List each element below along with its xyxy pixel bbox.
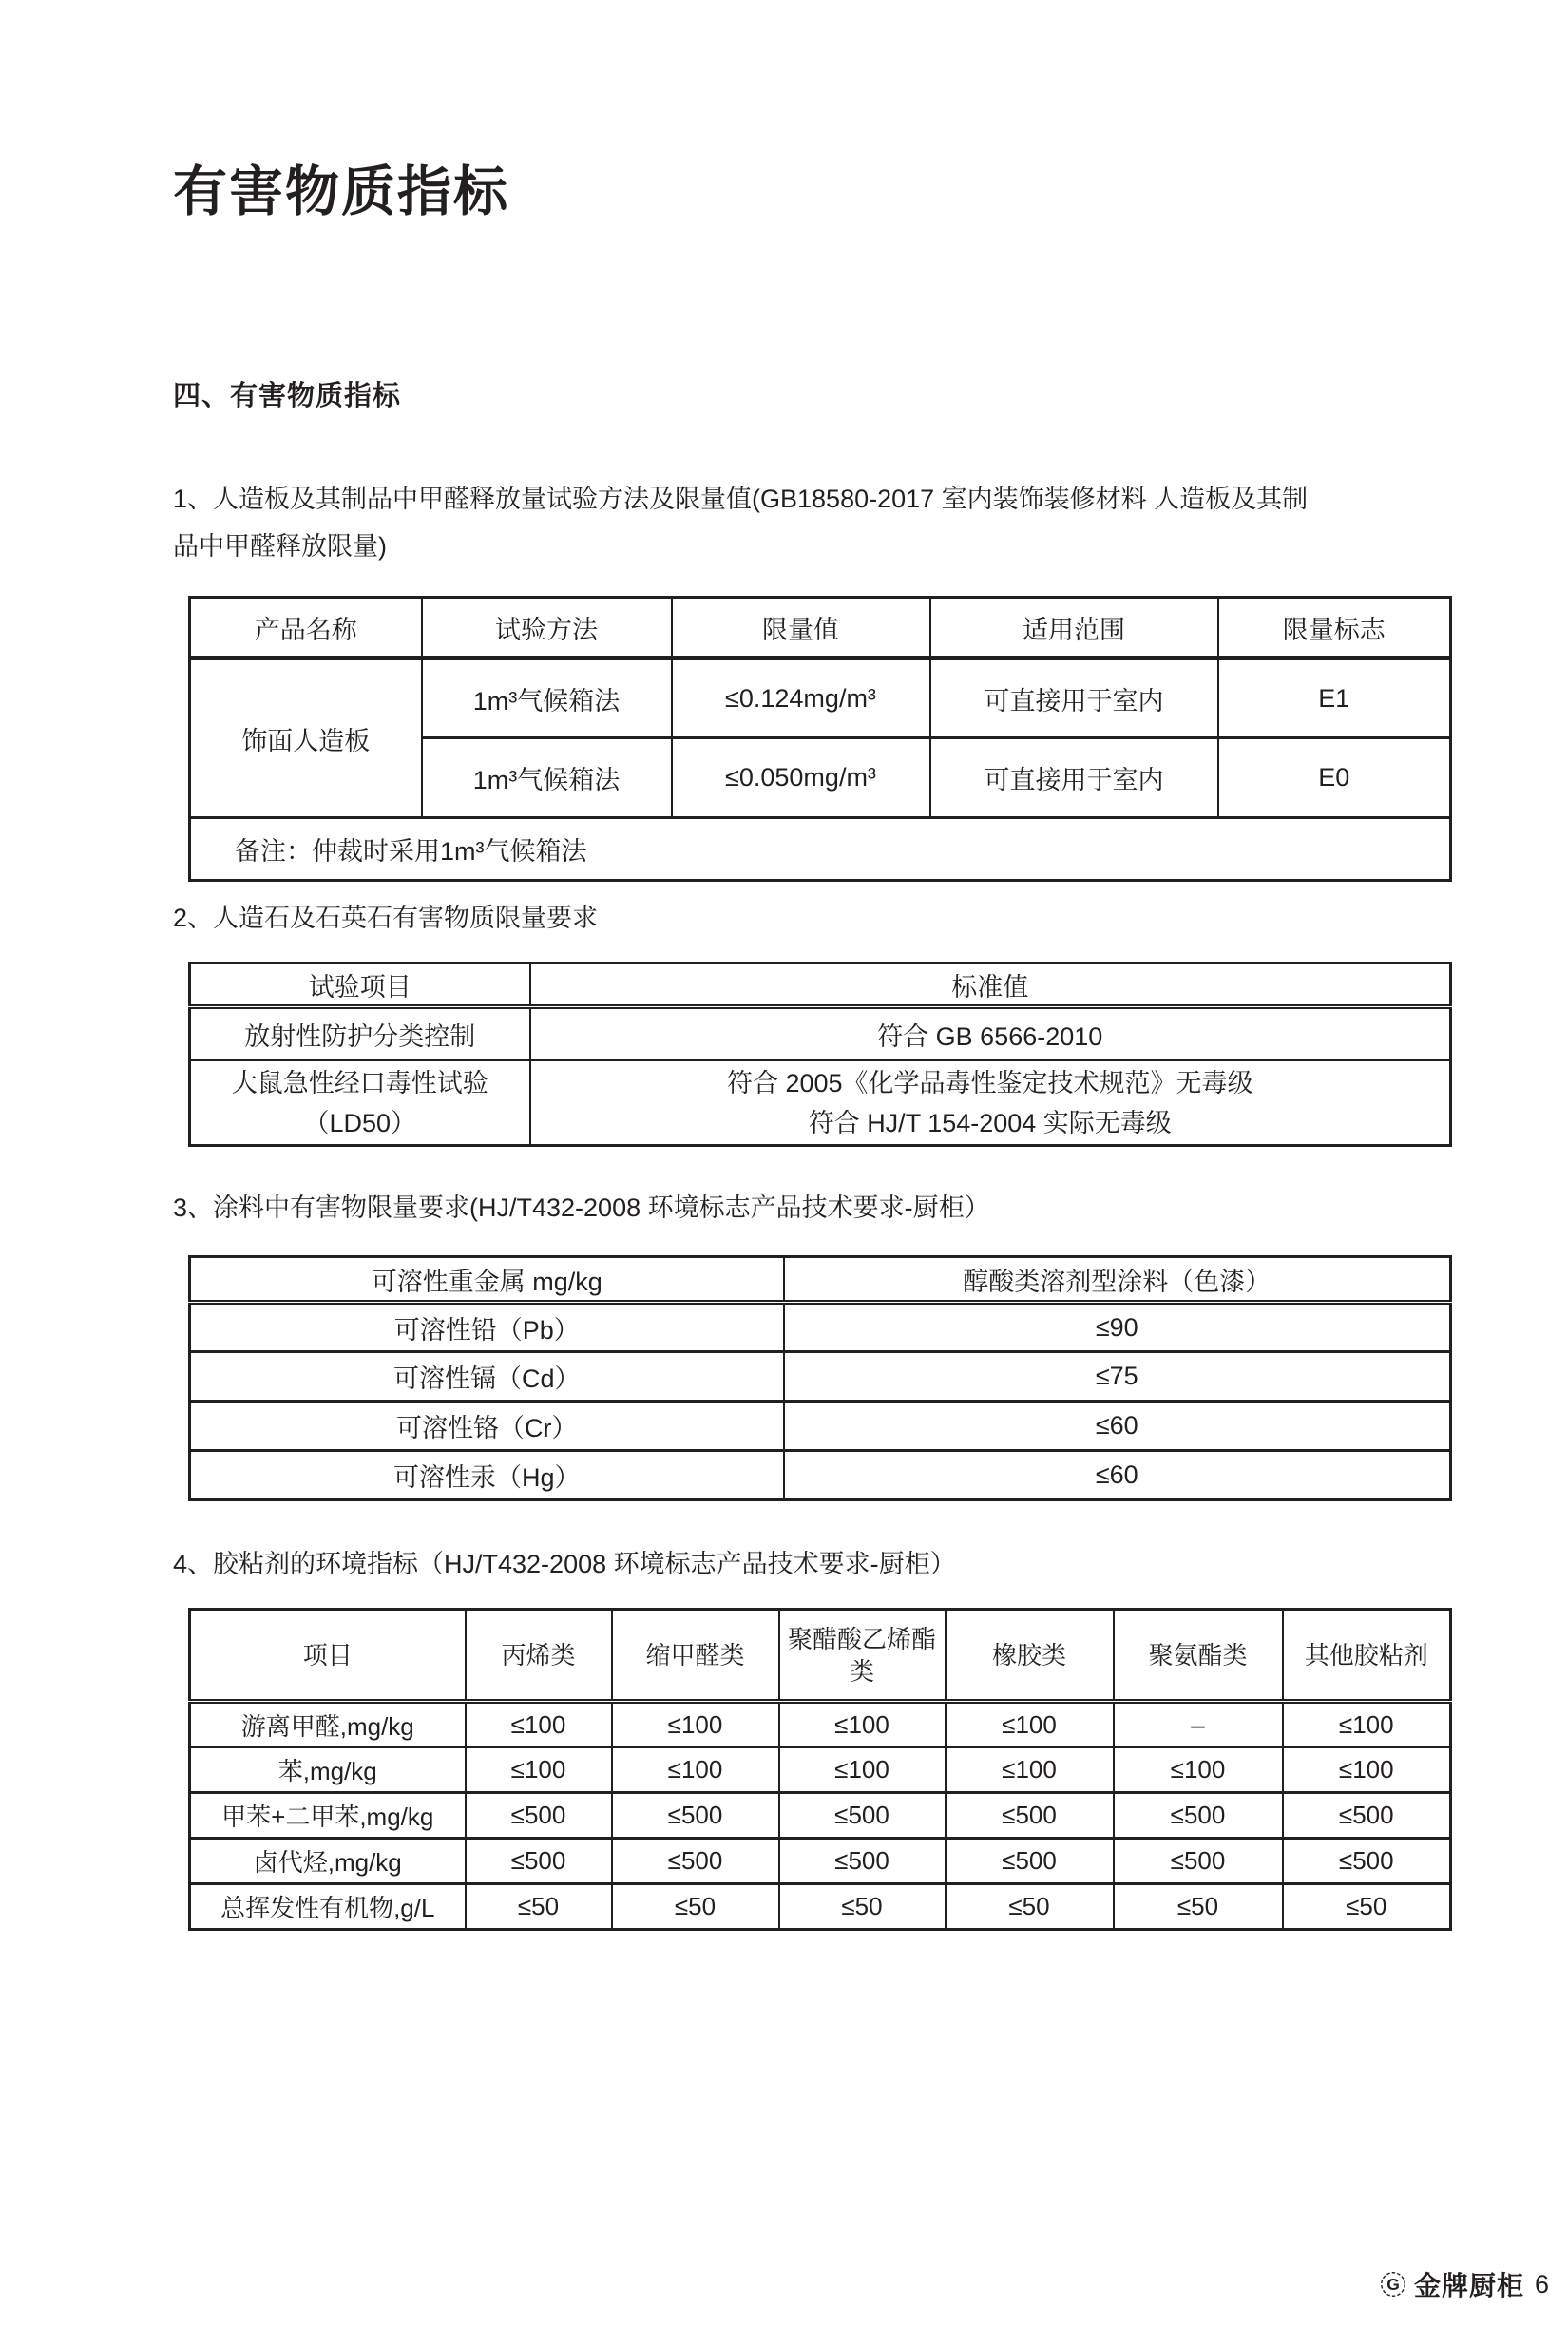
svg-text:G: G bbox=[1386, 2275, 1400, 2295]
main-section-heading: 四、有害物质指标 bbox=[173, 381, 402, 411]
cell-line: 符合 HJ/T 154-2004 实际无毒级 bbox=[808, 1108, 1172, 1137]
data-cell: 放射性防护分类控制 bbox=[190, 1007, 530, 1060]
data-cell: ≤500 bbox=[1114, 1793, 1283, 1839]
data-cell: 可直接用于室内 bbox=[930, 658, 1218, 738]
row-label-cell: 卤代烃,mg/kg bbox=[190, 1839, 466, 1884]
footer-brand: 金牌厨柜 bbox=[1414, 2271, 1525, 2300]
data-cell: ≤500 bbox=[466, 1793, 612, 1839]
data-cell: ≤50 bbox=[946, 1884, 1114, 1930]
data-cell: 可溶性铅（Pb） bbox=[190, 1303, 784, 1352]
header-cell-standard: 标准值 bbox=[530, 964, 1451, 1007]
data-cell: ≤100 bbox=[1283, 1747, 1451, 1793]
block4-heading: 4、胶粘剂的环境指标（HJ/T432-2008 环境标志产品技术要求-厨柜） bbox=[173, 1550, 956, 1578]
data-cell: ≤100 bbox=[612, 1747, 779, 1793]
table-row bbox=[190, 1402, 1451, 1451]
data-cell: 可溶性汞（Hg） bbox=[190, 1451, 784, 1500]
cell-line: （LD50） bbox=[303, 1108, 417, 1137]
table-row bbox=[190, 1352, 1451, 1402]
block3-heading: 3、涂料中有害物限量要求(HJ/T432-2008 环境标志产品技术要求-厨柜） bbox=[173, 1193, 990, 1222]
data-cell: ≤100 bbox=[1114, 1747, 1283, 1793]
row-label-cell: 苯,mg/kg bbox=[190, 1747, 466, 1793]
data-cell: ≤50 bbox=[612, 1884, 779, 1930]
header-cell-method: 试验方法 bbox=[422, 598, 672, 658]
row-label-cell: 总挥发性有机物,g/L bbox=[190, 1884, 466, 1930]
data-cell: ≤500 bbox=[946, 1793, 1114, 1839]
data-cell: ≤60 bbox=[784, 1402, 1451, 1451]
header-cell: 橡胶类 bbox=[946, 1610, 1114, 1702]
table-row bbox=[190, 1793, 1451, 1839]
data-cell: ≤100 bbox=[779, 1747, 946, 1793]
data-cell: ≤60 bbox=[784, 1451, 1451, 1500]
data-cell: ≤500 bbox=[779, 1839, 946, 1884]
block2-heading: 2、人造石及石英石有害物质限量要求 bbox=[173, 904, 599, 932]
table-header-row bbox=[190, 1610, 1451, 1702]
data-cell: E1 bbox=[1218, 658, 1451, 738]
data-cell bbox=[190, 1060, 530, 1146]
data-cell: 可溶性镉（Cd） bbox=[190, 1352, 784, 1402]
header-cell-paint: 醇酸类溶剂型涂料（色漆） bbox=[784, 1257, 1451, 1303]
header-cell-product: 产品名称 bbox=[190, 598, 422, 658]
data-cell bbox=[530, 1060, 1451, 1146]
data-cell: ≤500 bbox=[612, 1839, 779, 1884]
header-cell: 聚氨酯类 bbox=[1114, 1610, 1283, 1702]
data-cell: ≤0.124mg/m³ bbox=[672, 658, 930, 738]
data-cell: 可直接用于室内 bbox=[930, 738, 1218, 818]
header-cell-mark: 限量标志 bbox=[1218, 598, 1451, 658]
page-number: 6 bbox=[1535, 2269, 1550, 2299]
data-cell: ≤100 bbox=[466, 1702, 612, 1747]
table-row bbox=[190, 1839, 1451, 1884]
cell-line: 大鼠急性经口毒性试验 bbox=[231, 1068, 488, 1097]
header-cell: 其他胶粘剂 bbox=[1283, 1610, 1451, 1702]
brand-logo-g-icon bbox=[1380, 2271, 1406, 2298]
data-cell: ≤500 bbox=[466, 1839, 612, 1884]
data-cell: ≤100 bbox=[946, 1747, 1114, 1793]
adhesive-limit-table bbox=[188, 1608, 1452, 1931]
product-name-cell: 饰面人造板 bbox=[190, 658, 422, 818]
header-cell-scope: 适用范围 bbox=[930, 598, 1218, 658]
header-cell: 项目 bbox=[190, 1610, 466, 1702]
data-cell: ≤50 bbox=[466, 1884, 612, 1930]
data-cell: ≤75 bbox=[784, 1352, 1451, 1402]
data-cell: ≤500 bbox=[779, 1793, 946, 1839]
header-cell-item: 试验项目 bbox=[190, 964, 530, 1007]
data-cell: ≤100 bbox=[466, 1747, 612, 1793]
data-cell: ≤500 bbox=[1283, 1839, 1451, 1884]
table-row bbox=[190, 1451, 1451, 1500]
header-cell: 缩甲醛类 bbox=[612, 1610, 779, 1702]
table-row bbox=[190, 1702, 1451, 1747]
data-cell: ≤100 bbox=[612, 1702, 779, 1747]
data-cell: ≤50 bbox=[1283, 1884, 1451, 1930]
table-header-row bbox=[190, 964, 1451, 1007]
data-cell: ≤500 bbox=[946, 1839, 1114, 1884]
data-cell: ≤100 bbox=[946, 1702, 1114, 1747]
data-cell: – bbox=[1114, 1702, 1283, 1747]
page-footer bbox=[1380, 2265, 1549, 2303]
table-header-row bbox=[190, 598, 1451, 658]
data-cell: ≤100 bbox=[779, 1702, 946, 1747]
row-label-cell: 甲苯+二甲苯,mg/kg bbox=[190, 1793, 466, 1839]
cell-line: 符合 2005《化学品毒性鉴定技术规范》无毒级 bbox=[726, 1068, 1253, 1097]
data-cell: ≤50 bbox=[1114, 1884, 1283, 1930]
stone-limit-table bbox=[188, 962, 1452, 1147]
header-cell: 丙烯类 bbox=[466, 1610, 612, 1702]
table-note-row bbox=[190, 818, 1451, 881]
note-cell: 备注：仲裁时采用1m³气候箱法 bbox=[190, 818, 1451, 881]
table-row bbox=[190, 1060, 1451, 1146]
data-cell: 可溶性铬（Cr） bbox=[190, 1402, 784, 1451]
data-cell: ≤500 bbox=[612, 1793, 779, 1839]
data-cell: 1m³气候箱法 bbox=[422, 738, 672, 818]
formaldehyde-limit-table bbox=[188, 596, 1452, 882]
data-cell: 1m³气候箱法 bbox=[422, 658, 672, 738]
data-cell: ≤0.050mg/m³ bbox=[672, 738, 930, 818]
header-cell-limit: 限量值 bbox=[672, 598, 930, 658]
data-cell: ≤100 bbox=[1283, 1702, 1451, 1747]
coating-limit-table bbox=[188, 1255, 1452, 1501]
block1-heading-line-1: 1、人造板及其制品中甲醛释放量试验方法及限量值(GB18580-2017 室内装饰装修材料 人造板及其制 bbox=[173, 485, 1309, 513]
header-cell: 聚醋酸乙烯酯类 bbox=[779, 1610, 946, 1702]
data-cell: ≤500 bbox=[1114, 1839, 1283, 1884]
table-row bbox=[190, 658, 1451, 738]
data-cell: E0 bbox=[1218, 738, 1451, 818]
page-title: 有害物质指标 bbox=[173, 162, 509, 222]
data-cell: ≤50 bbox=[779, 1884, 946, 1930]
block1-heading bbox=[173, 475, 1308, 570]
block1-heading-line-2: 品中甲醛释放限量) bbox=[173, 532, 387, 561]
table-row bbox=[190, 1747, 1451, 1793]
data-cell: ≤500 bbox=[1283, 1793, 1451, 1839]
table-header-row bbox=[190, 1257, 1451, 1303]
data-cell: 符合 GB 6566-2010 bbox=[530, 1007, 1451, 1060]
data-cell: ≤90 bbox=[784, 1303, 1451, 1352]
row-label-cell: 游离甲醛,mg/kg bbox=[190, 1702, 466, 1747]
header-cell-metal: 可溶性重金属 mg/kg bbox=[190, 1257, 784, 1303]
table-row bbox=[190, 1884, 1451, 1930]
table-row bbox=[190, 1007, 1451, 1060]
table-row bbox=[190, 1303, 1451, 1352]
